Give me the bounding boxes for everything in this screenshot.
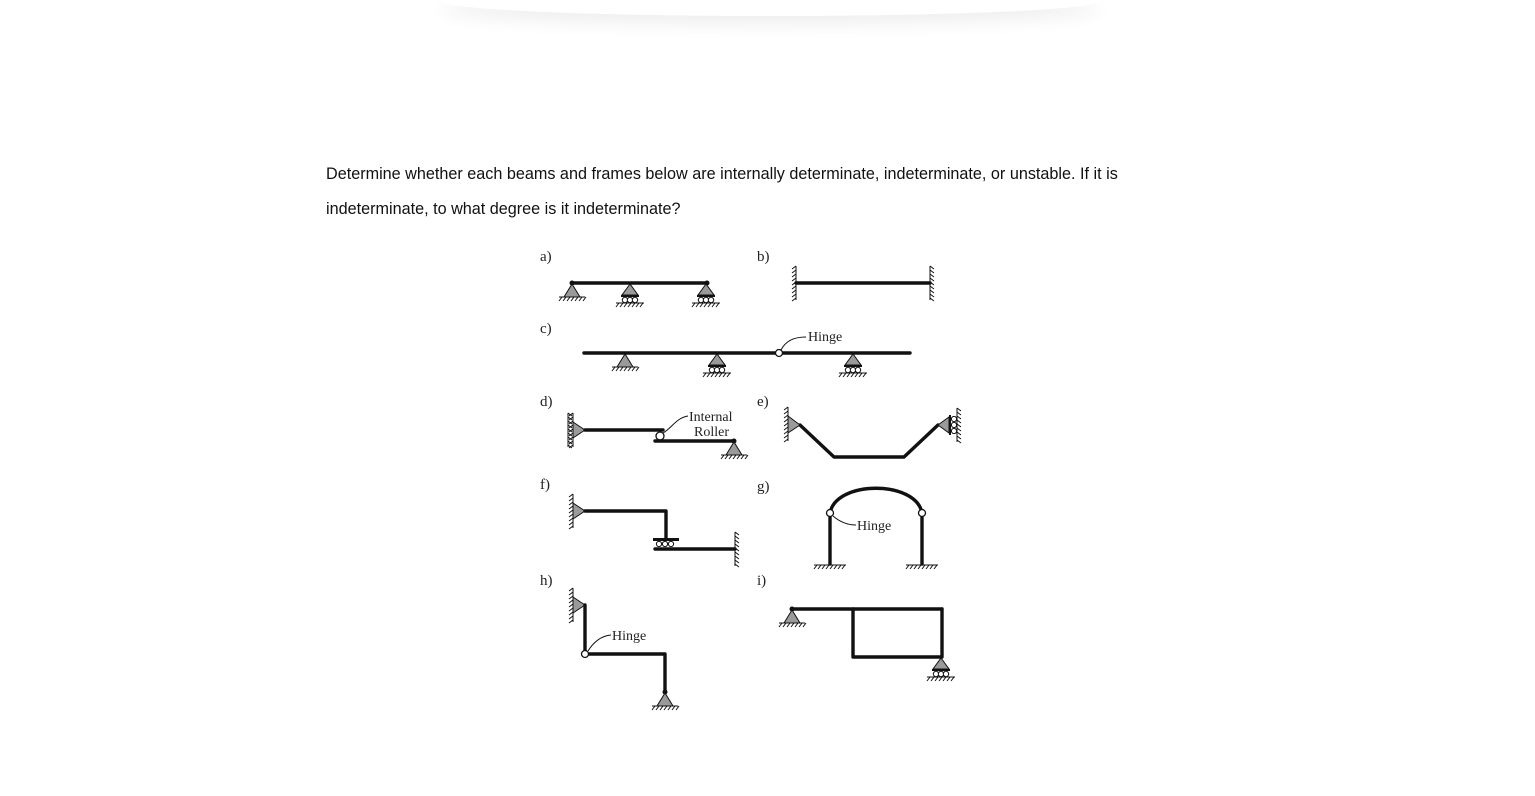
label-b: b): [757, 249, 770, 265]
structure-c: [584, 330, 910, 377]
structure-a: [559, 281, 720, 308]
structure-f: [569, 494, 739, 567]
roller-support: [839, 354, 867, 377]
structure-d: [568, 410, 748, 459]
roller-support: [703, 354, 731, 377]
hinge-icon: [582, 651, 589, 658]
label-a: a): [540, 249, 552, 265]
hinge-icon: [919, 510, 926, 517]
structure-i: [779, 607, 955, 682]
hinge-label: Hinge: [857, 519, 892, 534]
hinge-icon: [776, 350, 783, 357]
structure-h: [569, 588, 679, 710]
pin-support: [612, 354, 639, 371]
roller-support: [927, 658, 955, 681]
question-line-2: indeterminate, to what degree is it indeterminate?: [326, 200, 681, 218]
pin-support: [721, 442, 748, 459]
pin-support: [559, 284, 586, 301]
pin-support: [652, 693, 679, 710]
hinge-label: Hinge: [612, 629, 647, 644]
structure-e: [784, 407, 961, 457]
internal-label-line2: Roller: [694, 425, 729, 440]
question-line-1: Determine whether each beams and frames below are internally determinate, indeterminate, or unstable. If it is: [326, 165, 1118, 183]
structure-g: [814, 488, 938, 569]
label-f: f): [540, 477, 550, 493]
roller-support: [692, 284, 720, 307]
hinge-icon: [827, 510, 834, 517]
roller-support: [616, 284, 644, 307]
hinge-label: Hinge: [808, 330, 843, 345]
structure-b: [792, 266, 934, 301]
label-i: i): [757, 573, 767, 589]
internal-label-line1: Internal: [689, 410, 733, 425]
label-h: h): [540, 573, 553, 589]
pin-support: [779, 610, 806, 627]
label-e: e): [757, 394, 769, 410]
label-c: c): [540, 321, 552, 337]
internal-roller-icon: [656, 432, 664, 440]
label-g: g): [757, 479, 770, 495]
label-d: d): [540, 394, 553, 410]
